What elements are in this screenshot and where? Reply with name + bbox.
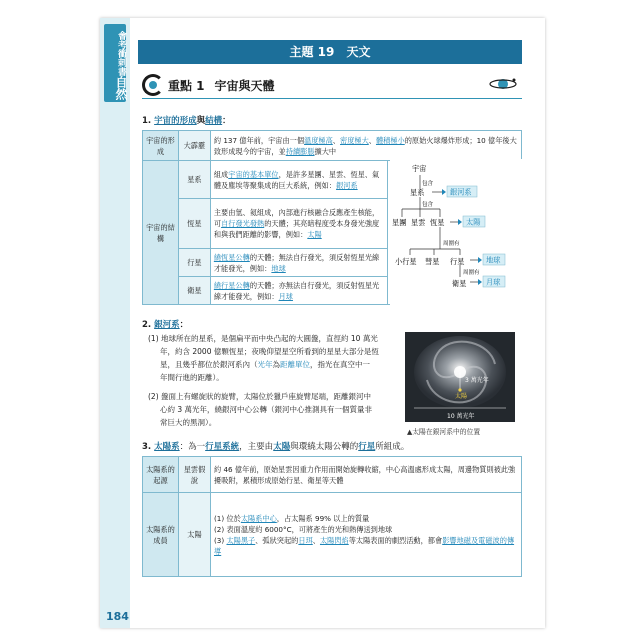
- subheading-1-num: 1.: [142, 116, 152, 126]
- formation-text-1: 約 137 億年前，宇宙由一個: [213, 135, 305, 145]
- keyword: 太陽閃焰: [319, 535, 349, 545]
- keyword: 距離單位: [280, 360, 310, 369]
- keyword: 日珥: [298, 535, 313, 545]
- origin-text: 約 46 億年前，原始星雲因重力作用而開始旋轉收縮，中心高溫處形成太陽，周邊物質則被此強擾吸附，累積形成原始行星、衛星等天體: [211, 457, 522, 493]
- text-span: ：為一: [179, 442, 206, 452]
- subheading-3-term: 太陽系: [154, 442, 180, 452]
- diagram-contains-1: 包含: [422, 181, 434, 187]
- row-text: [210, 199, 388, 249]
- subheading-2-end: ：: [179, 320, 189, 330]
- text-span: ，指光在真空中一: [310, 360, 370, 369]
- diagram-star: 恆星: [430, 218, 445, 227]
- keyword: 光年: [257, 360, 273, 369]
- diagram-small-planet: 小行星: [395, 257, 417, 266]
- section-number: 重點 1: [168, 78, 205, 93]
- topic-label: 主題 19: [289, 45, 335, 59]
- table-row: [143, 457, 522, 493]
- text-line: (2) 表面溫度約 6000°C，可將產生的光和熱傳送到地球: [214, 524, 393, 534]
- row-keyword: 繞恆星公轉: [213, 252, 250, 262]
- spiral-galaxy-icon: [142, 74, 164, 96]
- keyword: 太陽系中心: [240, 513, 277, 523]
- row-sub: 星系: [178, 161, 210, 199]
- text-span: (1) 位於: [214, 513, 241, 523]
- row-text-b: 的天體；其亮暗程度受本身發光強度和與我們距離的影響，例如：: [213, 219, 380, 239]
- formation-keyword: 溫度極高: [304, 135, 333, 145]
- row-text-b: 的天體；無法自行發光，須反射恆星光線才能發光，例如：: [213, 252, 380, 273]
- text-span: 、弧狀突起的: [255, 535, 299, 545]
- diagram-universe: 宇宙: [412, 164, 427, 173]
- row-text-b: ，是許多星團、星雲、恆星、氣體及塵埃等聚集成的巨大系統，例如：: [213, 169, 380, 190]
- sidebar: [100, 18, 130, 628]
- diagram-earth: 地球: [486, 255, 501, 265]
- text-line: 年間行進的距離）。: [160, 373, 224, 382]
- subheading-1: [142, 114, 231, 126]
- formation-head: 宇宙的形成: [143, 131, 179, 161]
- text-span: 、: [312, 535, 320, 545]
- sidebar-tab: [104, 24, 126, 102]
- subheading-3-num: 3.: [142, 442, 152, 452]
- text-span: 所組成。: [375, 442, 410, 452]
- sidebar-tab-subject: 自然: [114, 75, 128, 100]
- row-keyword: 宇宙的基本單位: [228, 169, 279, 179]
- topic-title: 天文: [346, 45, 371, 59]
- member-sub: 太陽: [179, 493, 211, 577]
- row-sub: 恆星: [178, 199, 210, 249]
- diagram-galaxy: 星系: [410, 188, 425, 197]
- section-title: [168, 77, 275, 94]
- diagram-nebula: 星雲: [411, 218, 426, 227]
- structure-head: 宇宙的結構: [143, 161, 179, 305]
- row-text: [210, 277, 388, 305]
- row-text-b: 的天體；亦無法自行發光，須反射恆星光線才能發光，例如：: [213, 280, 380, 301]
- universe-hierarchy-diagram: [390, 159, 522, 314]
- planet-orbit-icon: [488, 74, 518, 94]
- subheading-1-mid: 與: [196, 116, 206, 126]
- text-span: ，占太陽系 99% 以上的質量: [276, 513, 370, 523]
- text-span: ，主要由: [239, 442, 274, 452]
- diagram-moon: 月球: [486, 277, 501, 287]
- text-line: [214, 513, 518, 524]
- row-sub: 衛星: [178, 277, 210, 305]
- image-label-sun: 太陽: [455, 393, 468, 400]
- row-keyword: 月球: [278, 291, 293, 301]
- subheading-2-term: 銀河系: [154, 320, 180, 330]
- row-text: [210, 161, 388, 199]
- text-span: 星，且幾乎都位於銀河系內（: [160, 360, 258, 369]
- origin-head: 太陽系的起源: [143, 457, 179, 493]
- keyword: 太陽: [273, 442, 291, 452]
- member-text: [211, 493, 522, 577]
- image-label-distance: 3 萬光年: [465, 377, 489, 384]
- formation-sep: 、: [332, 135, 340, 145]
- formation-sub: 大霹靂: [178, 131, 210, 161]
- section-name: 宇宙與天體: [214, 78, 275, 93]
- diagram-milky-way: 銀河系: [450, 187, 472, 197]
- text-line: [148, 358, 404, 371]
- formation-text-3: 擴大中: [314, 146, 337, 156]
- diagram-orbit-1: 周圍有: [443, 241, 460, 247]
- row-keyword: 繞行星公轉: [213, 280, 250, 290]
- diagram-moon-body: 衛星: [452, 279, 467, 288]
- formation-keyword: 密度極大: [340, 135, 369, 145]
- milky-way-paragraph-2: [148, 390, 404, 429]
- formation-text: [210, 131, 521, 161]
- section-heading: [142, 74, 275, 96]
- subheading-2: [142, 318, 188, 330]
- textbook-page: [100, 18, 545, 628]
- text-line: 年，約含 2000 億顆恆星；夜晚仰望星空所看到的星星大部分是恆: [160, 347, 379, 356]
- row-keyword: 太陽: [307, 230, 322, 239]
- formation-text-2: 的原始火球爆炸形成；10 億年後大致形成現今的宇宙，並: [213, 135, 517, 156]
- keyword: 影響地磁及電磁波的傳導: [214, 535, 515, 556]
- text-span: 等太陽表面的劇烈活動，都會: [348, 535, 443, 545]
- text-span: (3): [214, 535, 227, 545]
- row-keyword: 自行發光發熱: [221, 219, 265, 228]
- row-keyword: 銀河系: [336, 180, 358, 190]
- diagram-comet: 彗星: [425, 257, 440, 266]
- heading-rule: [142, 98, 522, 99]
- page-number: 184: [106, 610, 129, 623]
- diagram-orbit-2: 周圍有: [463, 270, 480, 276]
- text-line: (2) 盤面上有螺旋狀的旋臂，太陽位於獵戶座旋臂尾端，距離銀河中: [148, 392, 372, 401]
- milky-way-image: [405, 332, 515, 422]
- text-span: 為: [272, 360, 280, 369]
- formation-keyword: 體積極小: [375, 135, 405, 145]
- text-line: [214, 535, 518, 557]
- subheading-1-term-a: 宇宙的形成: [154, 116, 197, 126]
- formation-sep: 、: [368, 135, 376, 145]
- subheading-3: [142, 440, 409, 452]
- text-line: 常巨大的黑洞）。: [160, 418, 217, 427]
- text-line: (1) 地球所在的星系，是個扁平而中央凸起的大圓盤，直徑約 10 萬光: [148, 334, 378, 343]
- diagram-sun: 太陽: [466, 217, 481, 227]
- row-text-a: 主要由氫、氦組成，內部進行核融合反應產生核能，可: [213, 208, 380, 228]
- diagram-star-cluster: 星團: [392, 218, 407, 227]
- row-keyword: 地球: [271, 263, 286, 273]
- diagram-contains-2: 包含: [422, 202, 434, 208]
- sidebar-tab-series: 會考衝刺書: [116, 30, 126, 76]
- table-row: [143, 493, 522, 577]
- milky-way-paragraph-1: [148, 332, 404, 384]
- keyword: 行星: [358, 442, 376, 452]
- text-span: 與環繞太陽公轉的: [290, 442, 359, 452]
- row-text: [210, 249, 388, 277]
- image-label-diameter: 10 萬光年: [447, 413, 475, 420]
- image-caption: ▲太陽在銀河系中的位置: [407, 428, 481, 436]
- formation-keyword: 持續膨脹: [285, 146, 315, 156]
- diagram-planet: 行星: [450, 257, 465, 266]
- topic-bar: [138, 40, 522, 64]
- member-head: 太陽系的成員: [143, 493, 179, 577]
- solar-system-table: [142, 456, 522, 577]
- keyword: 行星系統: [205, 442, 240, 452]
- row-text-a: 組成: [213, 169, 229, 179]
- subheading-2-num: 2.: [142, 320, 152, 330]
- subheading-1-term-b: 結構: [205, 116, 223, 126]
- subheading-1-end: ：: [222, 116, 231, 126]
- table-row: [143, 131, 522, 161]
- row-sub: 行星: [178, 249, 210, 277]
- origin-sub: 星雲假說: [179, 457, 211, 493]
- keyword: 太陽黑子: [226, 535, 256, 545]
- text-line: 心約 3 萬光年，繞銀河中心公轉（銀河中心推測具有一個質量非: [160, 405, 373, 414]
